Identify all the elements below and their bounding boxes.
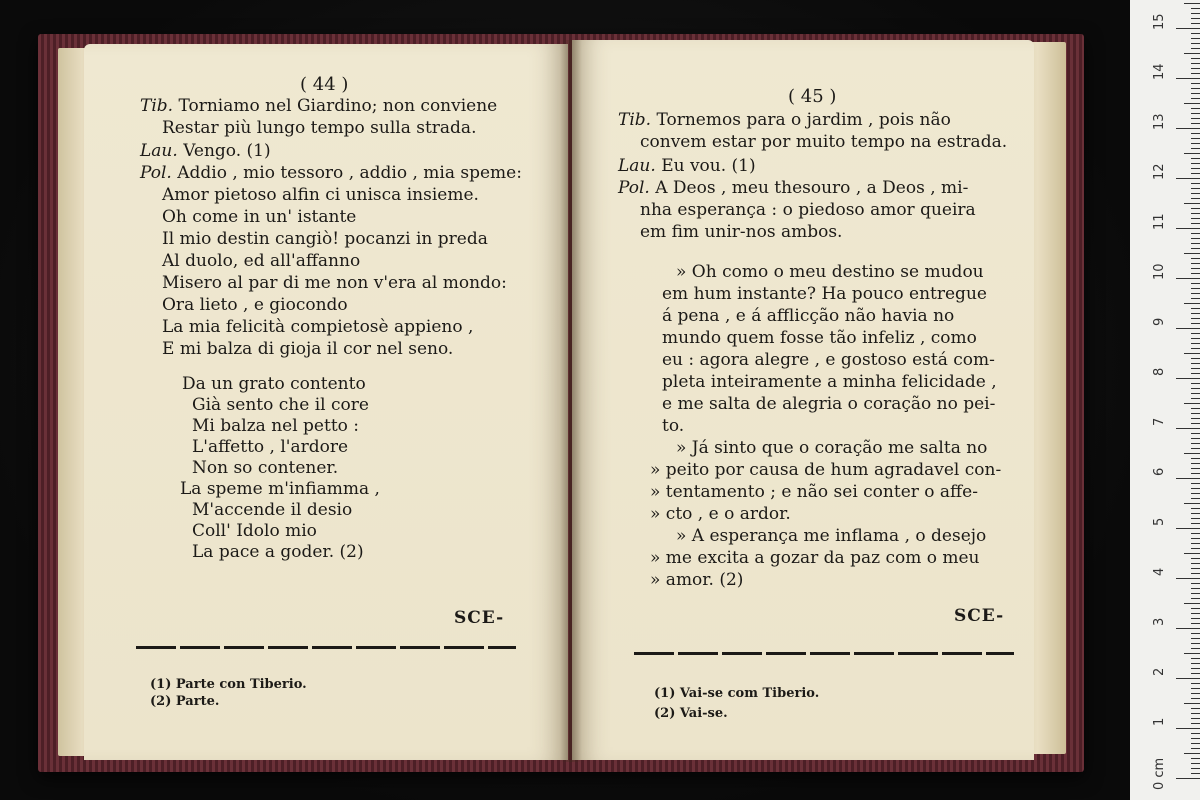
ruler-label: 5 bbox=[1152, 517, 1167, 526]
ruler-tick bbox=[1191, 243, 1200, 244]
ruler-tick bbox=[1191, 88, 1200, 89]
ruler-label: 0 cm bbox=[1152, 757, 1167, 790]
ruler-tick bbox=[1191, 513, 1200, 514]
ruler-tick bbox=[1191, 518, 1200, 519]
ruler-tick bbox=[1191, 523, 1200, 524]
ruler-label: 12 bbox=[1152, 163, 1167, 180]
prose-line: to. bbox=[662, 416, 685, 436]
ruler-tick bbox=[1191, 338, 1200, 339]
prose-line: » peito por causa de hum agradavel con- bbox=[650, 460, 1002, 480]
ruler-tick bbox=[1191, 223, 1200, 224]
aria-line: Non so contener. bbox=[192, 458, 339, 478]
ruler-tick bbox=[1184, 753, 1200, 754]
ruler-tick bbox=[1191, 293, 1200, 294]
ruler-tick bbox=[1191, 43, 1200, 44]
ruler-tick bbox=[1191, 23, 1200, 24]
ruler-tick bbox=[1191, 773, 1200, 774]
aria-line: La pace a goder. (2) bbox=[192, 542, 364, 562]
ruler-tick bbox=[1191, 213, 1200, 214]
speaker: Pol. bbox=[618, 178, 650, 198]
aria-line: La speme m'infiamma , bbox=[180, 479, 380, 499]
prose-line: » cto , e o ardor. bbox=[650, 504, 791, 524]
ruler-tick bbox=[1191, 733, 1200, 734]
ruler-tick bbox=[1176, 128, 1200, 129]
ruler-tick bbox=[1191, 368, 1200, 369]
ruler-tick bbox=[1176, 628, 1200, 629]
ruler-tick bbox=[1191, 58, 1200, 59]
ruler-tick bbox=[1191, 463, 1200, 464]
ruler-tick bbox=[1191, 683, 1200, 684]
book-gutter bbox=[560, 40, 582, 762]
aria-line: Mi balza nel petto : bbox=[192, 416, 360, 436]
footnote: (1) Vai-se com Tiberio. bbox=[654, 686, 820, 701]
ruler-tick bbox=[1191, 18, 1200, 19]
ruler-tick bbox=[1191, 68, 1200, 69]
ruler-tick bbox=[1176, 228, 1200, 229]
ruler-tick bbox=[1191, 193, 1200, 194]
ruler-tick bbox=[1191, 183, 1200, 184]
ruler-tick bbox=[1191, 208, 1200, 209]
dialogue-line: Al duolo, ed all'affanno bbox=[162, 251, 361, 271]
ruler-tick bbox=[1191, 408, 1200, 409]
aria-line: M'accende il desio bbox=[192, 500, 353, 520]
ruler-tick bbox=[1176, 28, 1200, 29]
ruler-tick bbox=[1191, 598, 1200, 599]
ruler-label: 1 bbox=[1152, 717, 1167, 726]
ruler-tick bbox=[1191, 743, 1200, 744]
ruler-label: 9 bbox=[1152, 317, 1167, 326]
line-text: Vengo. (1) bbox=[183, 141, 271, 161]
speaker: Tib. bbox=[618, 110, 652, 130]
ruler-tick bbox=[1191, 673, 1200, 674]
ruler-tick bbox=[1184, 403, 1200, 404]
ruler-label: 6 bbox=[1152, 467, 1167, 476]
ruler-tick bbox=[1191, 113, 1200, 114]
prose-line: eu : agora alegre , e gostoso está com- bbox=[662, 350, 995, 370]
ruler-tick bbox=[1184, 553, 1200, 554]
ruler-tick bbox=[1176, 178, 1200, 179]
dialogue-line: Il mio destin cangiò! pocanzi in preda bbox=[162, 229, 488, 249]
ruler-tick bbox=[1191, 438, 1200, 439]
ruler-tick bbox=[1184, 203, 1200, 204]
ruler-tick bbox=[1191, 738, 1200, 739]
ruler-tick bbox=[1191, 533, 1200, 534]
aria-line: Già sento che il core bbox=[192, 395, 369, 415]
ruler-tick bbox=[1191, 498, 1200, 499]
ruler-tick bbox=[1191, 423, 1200, 424]
line-text: Addio , mio tessoro , addio , mia speme: bbox=[177, 163, 522, 183]
ruler-tick bbox=[1191, 663, 1200, 664]
ruler-tick bbox=[1184, 303, 1200, 304]
ruler-tick bbox=[1176, 378, 1200, 379]
dialogue-line: em fim unir-nos ambos. bbox=[640, 222, 843, 242]
ruler-tick bbox=[1191, 608, 1200, 609]
ruler-tick bbox=[1191, 93, 1200, 94]
ruler-tick bbox=[1176, 728, 1200, 729]
ruler-tick bbox=[1176, 478, 1200, 479]
prose-line: » Oh como o meu destino se mudou bbox=[676, 262, 984, 282]
ruler-tick bbox=[1191, 13, 1200, 14]
ruler-tick bbox=[1191, 768, 1200, 769]
footnote: (2) Parte. bbox=[150, 694, 220, 709]
ruler-tick bbox=[1191, 648, 1200, 649]
dialogue-line bbox=[140, 96, 497, 116]
ruler-tick bbox=[1191, 218, 1200, 219]
ruler-tick bbox=[1191, 488, 1200, 489]
ruler-label: 10 bbox=[1152, 263, 1167, 280]
footnote: (2) Vai-se. bbox=[654, 706, 728, 721]
ruler-tick bbox=[1191, 388, 1200, 389]
ruler-tick bbox=[1191, 763, 1200, 764]
ruler-tick bbox=[1184, 103, 1200, 104]
line-text: Tornemos para o jardim , pois não bbox=[656, 110, 951, 130]
ruler-tick bbox=[1191, 33, 1200, 34]
ruler-tick bbox=[1191, 358, 1200, 359]
ruler-tick bbox=[1191, 483, 1200, 484]
ruler-tick bbox=[1191, 543, 1200, 544]
ruler-tick bbox=[1191, 363, 1200, 364]
ruler-tick bbox=[1191, 668, 1200, 669]
ruler-tick bbox=[1191, 713, 1200, 714]
ruler-tick bbox=[1191, 343, 1200, 344]
ruler-tick bbox=[1191, 638, 1200, 639]
ruler-tick bbox=[1191, 633, 1200, 634]
ruler-tick bbox=[1191, 558, 1200, 559]
ruler-tick bbox=[1191, 323, 1200, 324]
ruler-tick bbox=[1191, 158, 1200, 159]
dialogue-line: Amor pietoso alfin ci unisca insieme. bbox=[162, 185, 479, 205]
ruler-tick bbox=[1191, 658, 1200, 659]
dialogue-line bbox=[618, 178, 968, 198]
dialogue-line bbox=[140, 141, 271, 161]
dialogue-line bbox=[140, 163, 522, 183]
ruler-tick bbox=[1191, 73, 1200, 74]
ruler-tick bbox=[1191, 143, 1200, 144]
ruler-tick bbox=[1176, 778, 1200, 779]
ruler-tick bbox=[1191, 138, 1200, 139]
ruler-tick bbox=[1176, 78, 1200, 79]
ruler-tick bbox=[1191, 238, 1200, 239]
ruler-tick bbox=[1191, 8, 1200, 9]
line-text: Eu vou. (1) bbox=[661, 156, 756, 176]
aria-line: Coll' Idolo mio bbox=[192, 521, 317, 541]
prose-line: » me excita a gozar da paz com o meu bbox=[650, 548, 980, 568]
ruler-tick bbox=[1191, 248, 1200, 249]
ruler-tick bbox=[1184, 703, 1200, 704]
ruler-tick bbox=[1191, 493, 1200, 494]
dialogue-line: Restar più lungo tempo sulla strada. bbox=[162, 118, 477, 138]
prose-line: » Já sinto que o coração me salta no bbox=[676, 438, 988, 458]
ruler-tick bbox=[1191, 233, 1200, 234]
line-text: A Deos , meu thesouro , a Deos , mi- bbox=[655, 178, 969, 198]
ruler-tick bbox=[1191, 63, 1200, 64]
prose-line: pleta inteiramente a minha felicidade , bbox=[662, 372, 997, 392]
ruler-tick bbox=[1191, 268, 1200, 269]
prose-line: » amor. (2) bbox=[650, 570, 744, 590]
ruler-label: 7 bbox=[1152, 417, 1167, 426]
ruler-tick bbox=[1191, 698, 1200, 699]
page-number: ( 44 ) bbox=[300, 74, 349, 95]
ruler-tick bbox=[1191, 563, 1200, 564]
ruler-tick bbox=[1184, 53, 1200, 54]
footnote-rule bbox=[634, 652, 1014, 655]
ruler-tick bbox=[1191, 573, 1200, 574]
ruler-tick bbox=[1191, 308, 1200, 309]
ruler-label: 2 bbox=[1152, 667, 1167, 676]
measurement-ruler bbox=[1130, 0, 1200, 800]
ruler-tick bbox=[1191, 623, 1200, 624]
ruler-tick bbox=[1191, 618, 1200, 619]
ruler-tick bbox=[1176, 328, 1200, 329]
prose-line: á pena , e á afflicção não havia no bbox=[662, 306, 955, 326]
ruler-tick bbox=[1191, 288, 1200, 289]
ruler-tick bbox=[1191, 583, 1200, 584]
ruler-label: 13 bbox=[1152, 113, 1167, 130]
ruler-tick bbox=[1191, 458, 1200, 459]
ruler-tick bbox=[1176, 578, 1200, 579]
dialogue-line bbox=[618, 156, 756, 176]
ruler-tick bbox=[1191, 298, 1200, 299]
ruler-tick bbox=[1184, 3, 1200, 4]
aria-line: Da un grato contento bbox=[182, 374, 366, 394]
ruler-tick bbox=[1191, 393, 1200, 394]
ruler-tick bbox=[1191, 593, 1200, 594]
ruler-label: 14 bbox=[1152, 63, 1167, 80]
ruler-tick bbox=[1191, 508, 1200, 509]
ruler-tick bbox=[1191, 538, 1200, 539]
footnote-rule bbox=[136, 646, 516, 649]
prose-line: em hum instante? Ha pouco entregue bbox=[662, 284, 987, 304]
ruler-tick bbox=[1191, 118, 1200, 119]
ruler-tick bbox=[1184, 453, 1200, 454]
ruler-label: 15 bbox=[1152, 13, 1167, 30]
ruler-tick bbox=[1191, 748, 1200, 749]
ruler-tick bbox=[1191, 273, 1200, 274]
ruler-tick bbox=[1191, 383, 1200, 384]
ruler-tick bbox=[1191, 258, 1200, 259]
speaker: Lau. bbox=[618, 156, 656, 176]
ruler-tick bbox=[1191, 688, 1200, 689]
ruler-tick bbox=[1191, 708, 1200, 709]
ruler-label: 8 bbox=[1152, 367, 1167, 376]
dialogue-line: La mia felicità compietosè appieno , bbox=[162, 317, 474, 337]
ruler-tick bbox=[1184, 503, 1200, 504]
ruler-tick bbox=[1191, 643, 1200, 644]
ruler-tick bbox=[1191, 163, 1200, 164]
ruler-tick bbox=[1191, 283, 1200, 284]
ruler-tick bbox=[1191, 448, 1200, 449]
ruler-tick bbox=[1191, 133, 1200, 134]
ruler-tick bbox=[1191, 123, 1200, 124]
ruler-tick bbox=[1176, 678, 1200, 679]
speaker: Pol. bbox=[140, 163, 172, 183]
ruler-tick bbox=[1191, 348, 1200, 349]
ruler-tick bbox=[1191, 83, 1200, 84]
ruler-tick bbox=[1191, 568, 1200, 569]
ruler-tick bbox=[1191, 443, 1200, 444]
ruler-tick bbox=[1191, 198, 1200, 199]
dialogue-line: E mi balza di gioja il cor nel seno. bbox=[162, 339, 454, 359]
right-page bbox=[572, 40, 1034, 760]
ruler-tick bbox=[1184, 253, 1200, 254]
ruler-tick bbox=[1191, 693, 1200, 694]
speaker: Lau. bbox=[140, 141, 178, 161]
ruler-tick bbox=[1184, 153, 1200, 154]
ruler-tick bbox=[1191, 418, 1200, 419]
catchword: SCE- bbox=[454, 608, 505, 628]
prose-line: » tentamento ; e não sei conter o affe- bbox=[650, 482, 978, 502]
ruler-tick bbox=[1176, 528, 1200, 529]
ruler-label: 3 bbox=[1152, 617, 1167, 626]
ruler-tick bbox=[1191, 373, 1200, 374]
dialogue-line: Misero al par di me non v'era al mondo: bbox=[162, 273, 507, 293]
dialogue-line bbox=[618, 110, 951, 130]
ruler-tick bbox=[1191, 148, 1200, 149]
ruler-label: 11 bbox=[1152, 213, 1167, 230]
ruler-tick bbox=[1191, 313, 1200, 314]
ruler-tick bbox=[1191, 433, 1200, 434]
ruler-label: 4 bbox=[1152, 567, 1167, 576]
ruler-tick bbox=[1191, 168, 1200, 169]
ruler-tick bbox=[1176, 428, 1200, 429]
ruler-tick bbox=[1191, 473, 1200, 474]
ruler-tick bbox=[1191, 413, 1200, 414]
ruler-tick bbox=[1191, 718, 1200, 719]
dialogue-line: convem estar por muito tempo na estrada. bbox=[640, 132, 1008, 152]
speaker: Tib. bbox=[140, 96, 174, 116]
ruler-tick bbox=[1191, 333, 1200, 334]
ruler-tick bbox=[1191, 588, 1200, 589]
left-page bbox=[84, 44, 568, 760]
ruler-tick bbox=[1191, 318, 1200, 319]
ruler-tick bbox=[1191, 263, 1200, 264]
ruler-tick bbox=[1191, 398, 1200, 399]
catchword: SCE- bbox=[954, 606, 1005, 626]
footnote: (1) Parte con Tiberio. bbox=[150, 677, 307, 692]
dialogue-line: Ora lieto , e giocondo bbox=[162, 295, 348, 315]
dialogue-line: Oh come in un' istante bbox=[162, 207, 357, 227]
ruler-tick bbox=[1184, 653, 1200, 654]
ruler-tick bbox=[1191, 468, 1200, 469]
ruler-tick bbox=[1191, 108, 1200, 109]
ruler-tick bbox=[1191, 548, 1200, 549]
line-text: Torniamo nel Giardino; non conviene bbox=[178, 96, 498, 116]
ruler-tick bbox=[1191, 48, 1200, 49]
ruler-tick bbox=[1176, 278, 1200, 279]
ruler-tick bbox=[1191, 173, 1200, 174]
prose-line: » A esperança me inflama , o desejo bbox=[676, 526, 987, 546]
prose-line: mundo quem fosse tão infeliz , como bbox=[662, 328, 977, 348]
ruler-tick bbox=[1191, 38, 1200, 39]
ruler-tick bbox=[1191, 758, 1200, 759]
dialogue-line: nha esperança : o piedoso amor queira bbox=[640, 200, 976, 220]
aria-line: L'affetto , l'ardore bbox=[192, 437, 349, 457]
ruler-tick bbox=[1191, 188, 1200, 189]
ruler-tick bbox=[1191, 98, 1200, 99]
ruler-tick bbox=[1191, 723, 1200, 724]
prose-line: e me salta de alegria o coração no pei- bbox=[662, 394, 996, 414]
ruler-tick bbox=[1184, 353, 1200, 354]
page-number: ( 45 ) bbox=[788, 86, 837, 107]
ruler-tick bbox=[1184, 603, 1200, 604]
ruler-tick bbox=[1191, 613, 1200, 614]
